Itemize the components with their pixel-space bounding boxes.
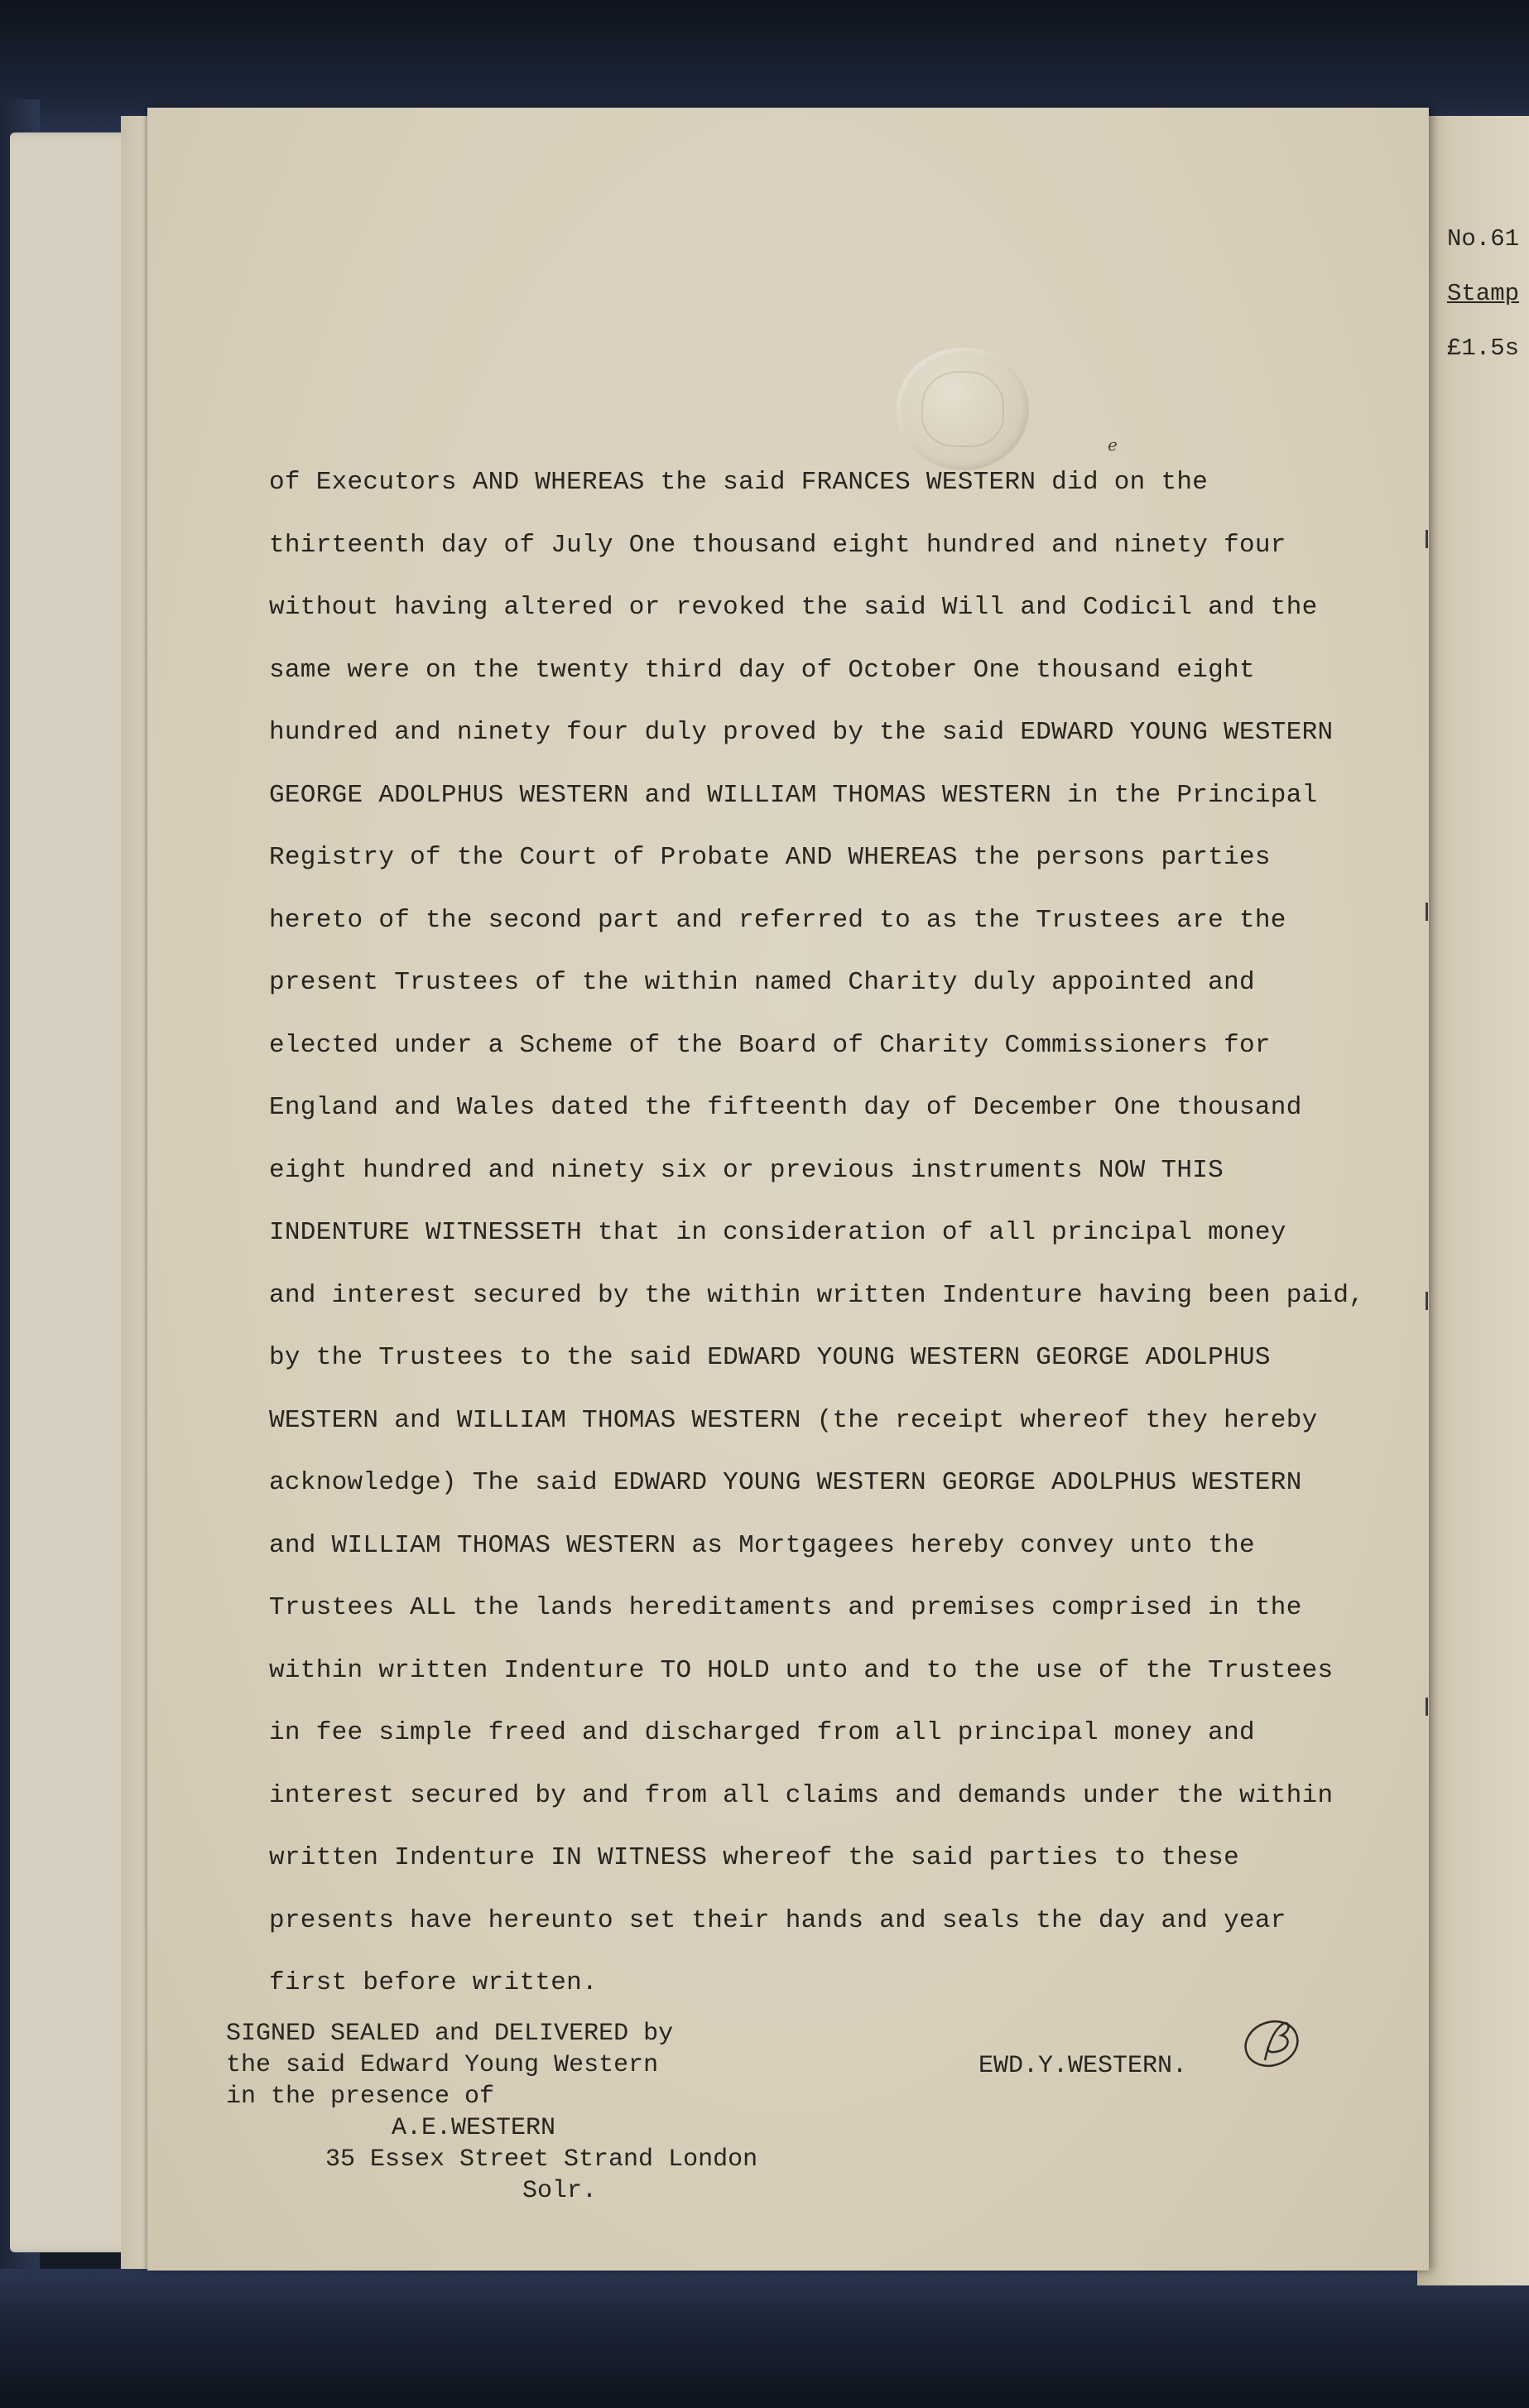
stamp-number: No.61: [1447, 225, 1520, 253]
stitch-mark: [1426, 1292, 1435, 1310]
stitch-mark: [1426, 530, 1435, 548]
body-line: same were on the twenty third day of October One thousand eight: [269, 655, 1255, 685]
signatory-name: EWD.Y.WESTERN.: [978, 2052, 1188, 2080]
body-line: England and Wales dated the fifteenth day of December One thousand: [269, 1093, 1302, 1122]
body-line: thirteenth day of July One thousand eight hundred and ninety four: [269, 530, 1286, 560]
body-line: within written Indenture TO HOLD unto and to the use of the Trustees: [269, 1655, 1334, 1685]
body-line: and interest secured by the within written Indenture having been paid,: [269, 1280, 1365, 1310]
witness-occupation: Solr.: [522, 2177, 598, 2205]
body-line: by the Trustees to the said EDWARD YOUNG WESTERN GEORGE ADOLPHUS: [269, 1343, 1271, 1372]
attestation-clause: [226, 2018, 757, 2207]
stamp-amount: £1.5s: [1447, 335, 1520, 362]
body-line: Registry of the Court of Probate AND WHEREAS the persons parties: [269, 843, 1271, 872]
body-line: and WILLIAM THOMAS WESTERN as Mortgagees hereby convey unto the: [269, 1530, 1255, 1560]
body-line: present Trustees of the within named Charity duly appointed and: [269, 968, 1255, 997]
body-line: of Executors AND WHEREAS the said FRANCES WESTERN did on the: [269, 468, 1209, 497]
body-line: in fee simple freed and discharged from all principal money and: [269, 1718, 1255, 1747]
body-line: presents have hereunto set their hands and seals the day and year: [269, 1905, 1286, 1935]
body-line: eight hundred and ninety six or previous instruments NOW THIS: [269, 1155, 1224, 1185]
body-line: hundred and ninety four duly proved by the said EDWARD YOUNG WESTERN: [269, 718, 1334, 747]
attestation-line: the said Edward Young Western: [226, 2051, 659, 2079]
stamp-margin-note: [1447, 212, 1519, 376]
body-line: WESTERN and WILLIAM THOMAS WESTERN (the receipt whereof they hereby: [269, 1405, 1318, 1435]
handwritten-insertion: e: [1108, 435, 1118, 455]
witness-name: A.E.WESTERN: [392, 2114, 556, 2142]
body-line: GEORGE ADOLPHUS WESTERN and WILLIAM THOMAS WESTERN in the Principal: [269, 780, 1318, 810]
body-line: interest secured by and from all claims and demands under the within: [269, 1780, 1334, 1810]
attestation-line: SIGNED SEALED and DELIVERED by: [226, 2020, 674, 2048]
body-line: Trustees ALL the lands hereditaments and premises comprised in the: [269, 1593, 1302, 1622]
book-cover-bottom: [0, 2269, 1529, 2408]
body-line: first before written.: [269, 1968, 598, 1997]
stitch-mark: [1426, 1698, 1435, 1716]
body-line: acknowledge) The said EDWARD YOUNG WESTERN GEORGE ADOLPHUS WESTERN: [269, 1468, 1302, 1497]
deed-body: [269, 451, 1428, 2015]
attestation-line: in the presence of: [226, 2083, 495, 2111]
body-line: hereto of the second part and referred to as the Trustees are the: [269, 905, 1286, 935]
stitch-mark: [1426, 903, 1435, 921]
seal-initial-icon: [1240, 2012, 1306, 2072]
stamp-label: Stamp: [1447, 280, 1520, 307]
witness-address: 35 Essex Street Strand London: [325, 2146, 758, 2174]
adjacent-page: [1417, 116, 1529, 2285]
body-line: INDENTURE WITNESSETH that in consideration of all principal money: [269, 1218, 1286, 1247]
body-line: elected under a Scheme of the Board of Charity Commissioners for: [269, 1030, 1271, 1060]
body-line: without having altered or revoked the said Will and Codicil and the: [269, 593, 1318, 622]
body-line: written Indenture IN WITNESS whereof the said parties to these: [269, 1843, 1239, 1872]
